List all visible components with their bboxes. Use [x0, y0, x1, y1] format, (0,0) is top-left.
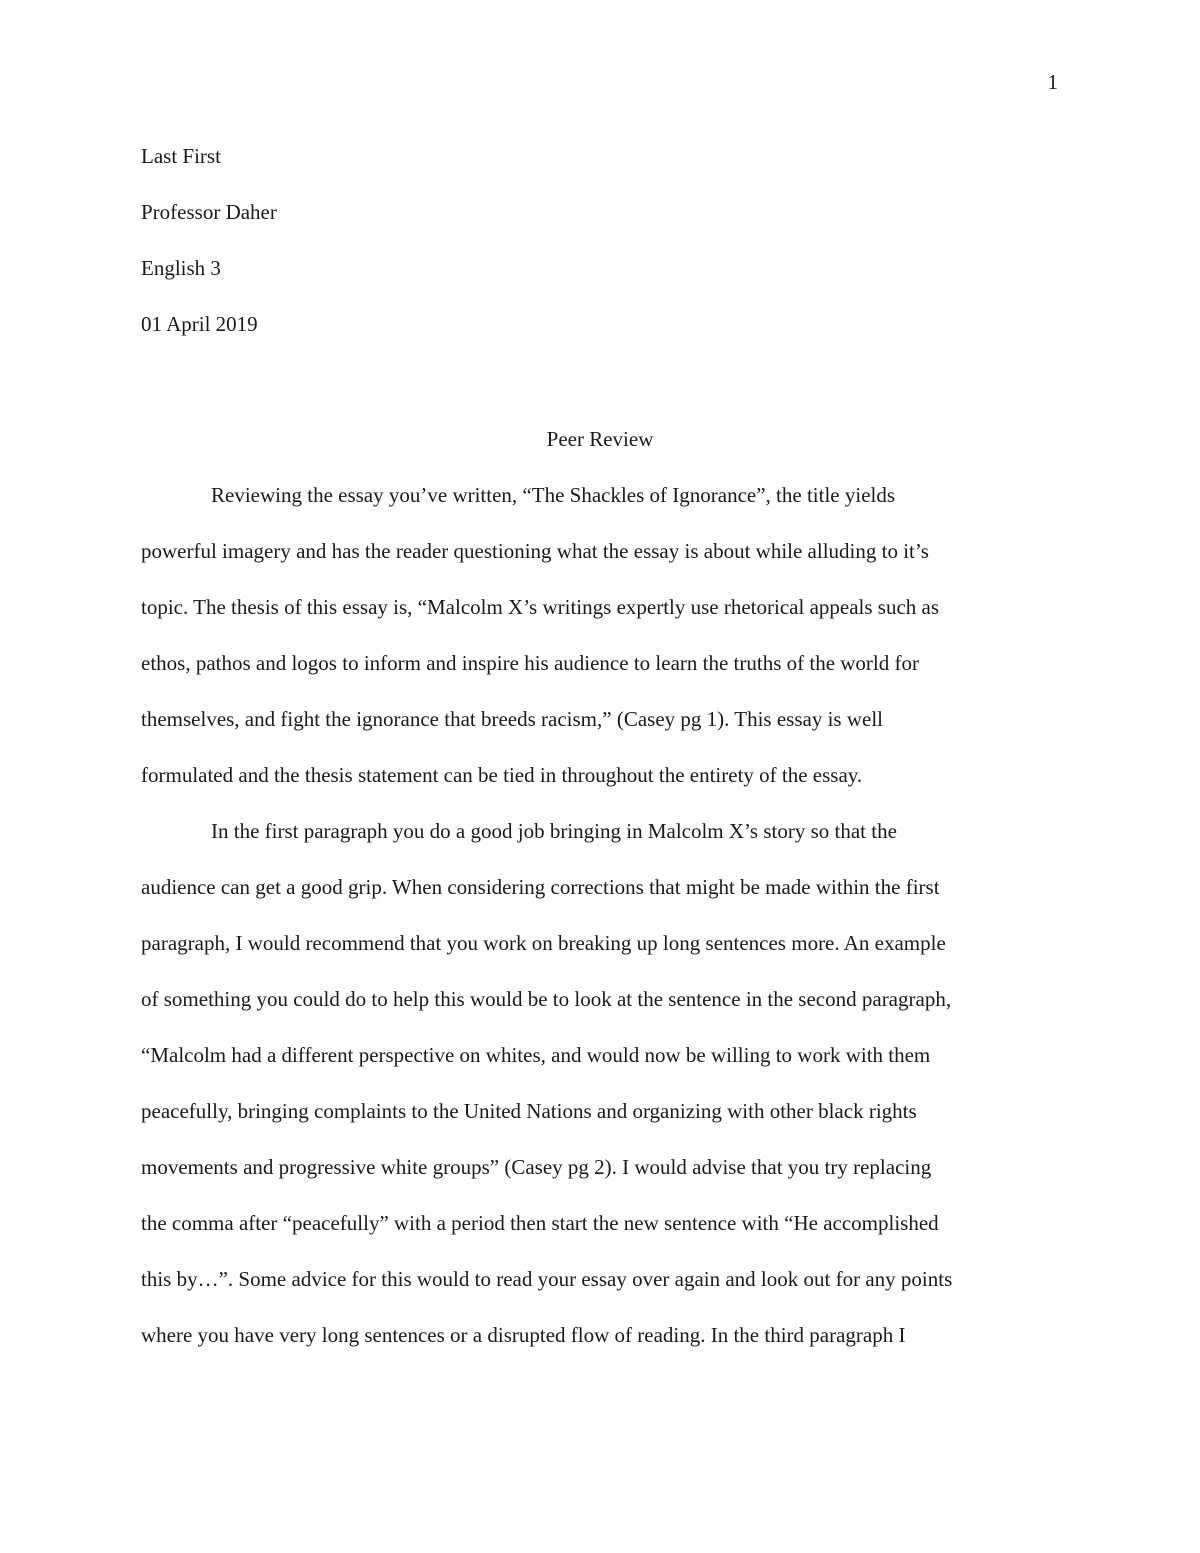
body-line: themselves, and fight the ignorance that breeds racism,” (Casey pg 1). This essay is well — [141, 707, 883, 731]
body-line: ethos, pathos and logos to inform and inspire his audience to learn the truths of the world for — [141, 651, 919, 675]
document-date: 01 April 2019 — [141, 312, 258, 336]
body-line: of something you could do to help this would be to look at the sentence in the second paragraph, — [141, 987, 952, 1011]
body-line: this by…”. Some advice for this would to read your essay over again and look out for any points — [141, 1267, 953, 1291]
document-title: Peer Review — [546, 427, 654, 451]
professor-name: Professor Daher — [141, 200, 277, 224]
mla-heading — [141, 141, 1061, 365]
body-line: “Malcolm had a different perspective on whites, and would now be willing to work with them — [141, 1043, 931, 1067]
body-line: topic. The thesis of this essay is, “Malcolm X’s writings expertly use rhetorical appeals such as — [141, 595, 940, 619]
body-line: Reviewing the essay you’ve written, “The Shackles of Ignorance”, the title yields — [211, 483, 896, 507]
course-name: English 3 — [141, 256, 221, 280]
body-line: movements and progressive white groups” (Casey pg 2). I would advise that you try replacing — [141, 1155, 932, 1179]
body-line: where you have very long sentences or a disrupted flow of reading. In the third paragraph I — [141, 1323, 906, 1347]
body-line: paragraph, I would recommend that you work on breaking up long sentences more. An example — [141, 931, 946, 955]
body-line: In the first paragraph you do a good job bringing in Malcolm X’s story so that the — [211, 819, 897, 843]
page-number: 1 — [1047, 70, 1058, 94]
body-line: formulated and the thesis statement can be tied in throughout the entirety of the essay. — [141, 763, 863, 787]
body-line: audience can get a good grip. When considering corrections that might be made within the first — [141, 875, 940, 899]
body-line: the comma after “peacefully” with a period then start the new sentence with “He accomplished — [141, 1211, 939, 1235]
body-line: peacefully, bringing complaints to the United Nations and organizing with other black rights — [141, 1099, 917, 1123]
document-body — [141, 480, 1059, 1376]
body-line: powerful imagery and has the reader questioning what the essay is about while alluding to it’s — [141, 539, 929, 563]
author-name: Last First — [141, 144, 221, 168]
